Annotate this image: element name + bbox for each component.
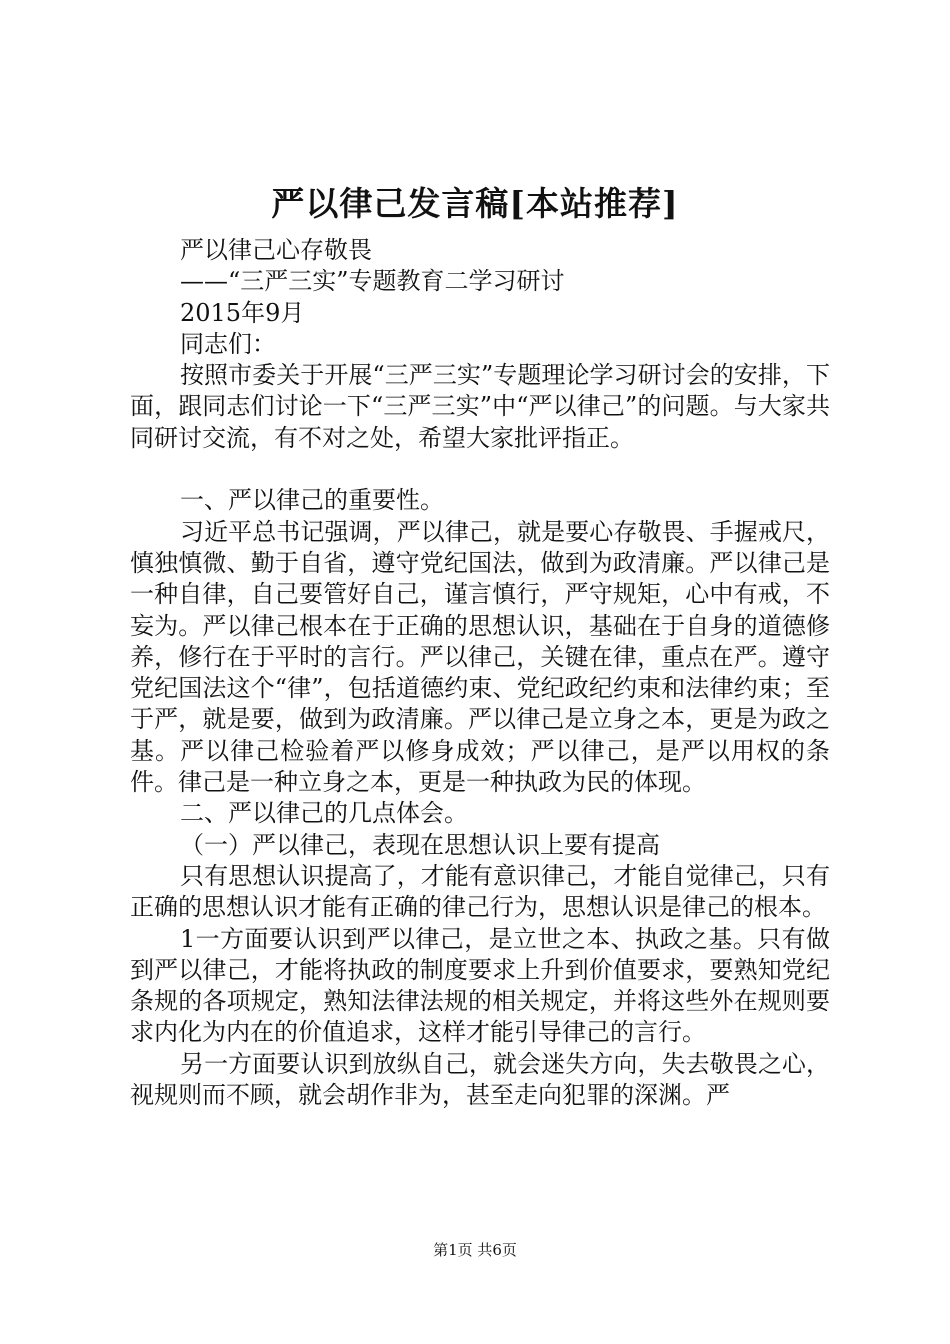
paragraph-subtitle-theme: ——“三严三实”专题教育二学习研讨 (180, 267, 565, 296)
section-heading-2: 二、严以律己的几点体会。 (180, 799, 468, 828)
page-number: 第1页 共6页 (433, 1241, 517, 1259)
paragraph-importance: 习近平总书记强调，严以律己，就是要心存敬畏、手握戒尺，慎独慎微、勤于自省，遵守党纪国法，做到为政清廉。严以律己是一种自律，自己要管好自己，谨言慎行，严守规矩，心中有戒，不妄为。严以律己根本在于正确的思想认识，基础在于自身的道德修养，修行在于平时的言行。严以律己，关键在律，重点在严。遵守党纪国法这个“律”，包括道德约束、党纪政纪约束和法律约束；至于严，就是要，做到为政清廉。严以律己是立身之本，更是为政之基。严以律己检验着严以修身成效；严以律己，是严以用权的条件。律己是一种立身之本，更是一种执政为民的体现。 (130, 517, 830, 797)
document-body (130, 235, 830, 1111)
paragraph-thinking: 只有思想认识提高了，才能有意识律己，才能自觉律己，只有正确的思想认识才能有正确的律己行为，思想认识是律己的根本。 (130, 861, 830, 922)
subsection-heading-1: （一）严以律己，表现在思想认识上要有提高 (180, 830, 660, 859)
paragraph-point-2: 另一方面要认识到放纵自己，就会迷失方向，失去敬畏之心，视规则而不顾，就会胡作非为，甚至走向犯罪的深渊。严 (130, 1049, 830, 1110)
paragraph-date: 2015年9月 (180, 298, 305, 327)
section-heading-1: 一、严以律己的重要性。 (180, 486, 444, 515)
paragraph-point-1: 1一方面要认识到严以律己，是立世之本、执政之基。只有做到严以律己，才能将执政的制度要求上升到价值要求，要熟知党纪条规的各项规定，熟知法律法规的相关规定，并将这些外在规则要求内化为内在的价值追求，这样才能引导律己的言行。 (130, 924, 830, 1047)
document-title: 严以律己发言稿[本站推荐] (271, 184, 679, 223)
paragraph-spacer (130, 454, 830, 485)
paragraph-subtitle: 严以律己心存敬畏 (180, 236, 372, 264)
paragraph-intro: 按照市委关于开展“三严三实”专题理论学习研讨会的安排，下面，跟同志们讨论一下“三严三实”中“严以律己”的问题。与大家共同研讨交流，有不对之处，希望大家批评指正。 (130, 361, 830, 452)
paragraph-salutation: 同志们： (180, 329, 276, 358)
